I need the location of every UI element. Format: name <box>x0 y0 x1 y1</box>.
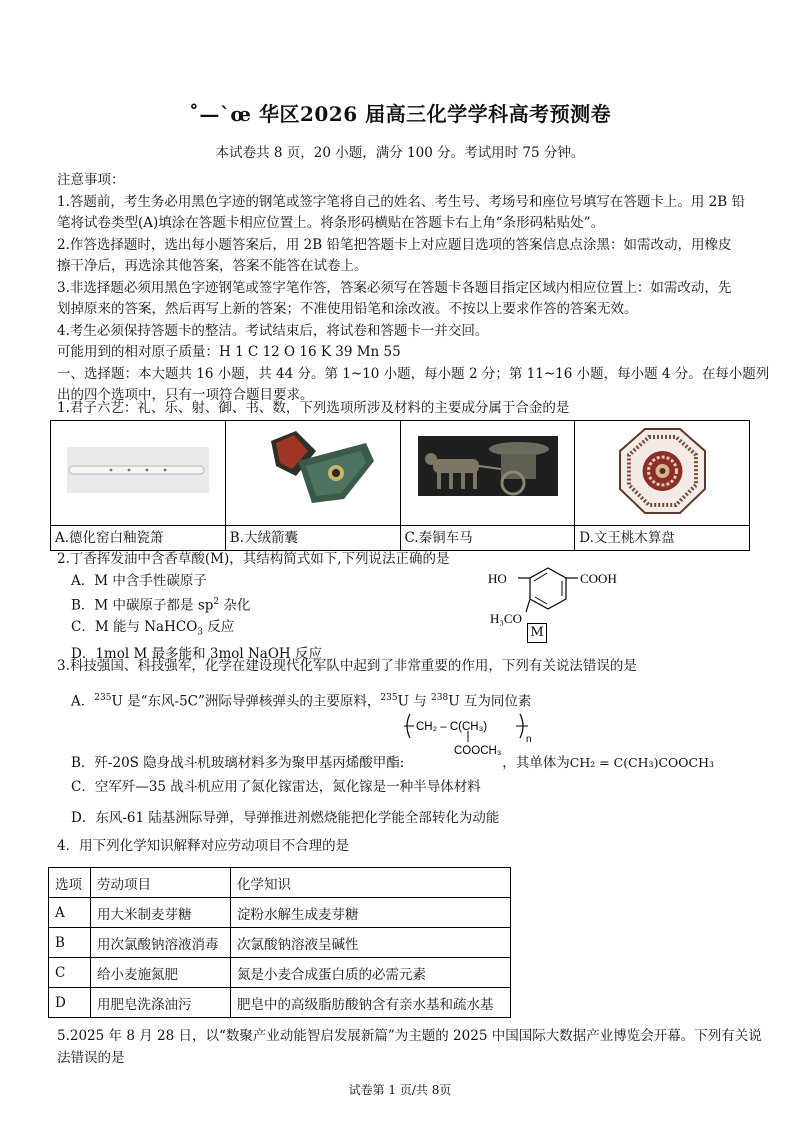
q3-b-monomer: CH₂ = C(CH₃)COOCH₃ <box>569 755 714 770</box>
q3-a-text3: U 互为同位素 <box>448 693 532 710</box>
q2-option-b-tail: 杂化 <box>219 597 251 614</box>
q2-option-c-tail: 反应 <box>203 619 235 635</box>
exam-title: ˚—`œ 华区2026 届高三化学学科高考预测卷 <box>188 102 612 126</box>
q3-a-text1: U 是“东风-5C”洲际导弹核弹头的主要原料， <box>111 693 381 710</box>
q1-options-table <box>50 420 750 551</box>
q4-header-cell: 选项 <box>49 868 91 898</box>
notice-line: 擦干净后，再选涂其他答案，答案不能答在试卷上。 <box>57 258 368 274</box>
q1-option-c: C.秦铜车马 <box>400 526 575 551</box>
poly-top-label: CH₂ – C(CH₃) <box>416 721 488 733</box>
q4-cell: 用肥皂洗涤油污 <box>91 988 231 1018</box>
poly-n-label: n <box>526 734 532 745</box>
notice-line: 3.非选择题必须用黑色字迹钢笔或签字笔作答，答案必须写在答题卡各题目指定区域内相应位置上：如需改动，先 <box>57 279 732 296</box>
q3-a-sup3: 238 <box>431 693 449 703</box>
q5-block <box>57 1026 762 1069</box>
q2-option-b-sup: 2 <box>213 597 220 607</box>
notice-line: 2.作答选择题时，选出每小题答案后，用 2B 铅笔把答题卡上对应题目选项的答案信息点涂黑：如需改动，用橡皮 <box>57 236 732 253</box>
table-row <box>49 958 511 988</box>
q3-stem-text: 3.科技强国、科技强军，化学在建设现代化军队中起到了非常重要的作用，下列有关说法错误的是 <box>57 658 637 674</box>
q3-option-c-text: C．空军歼—35 战斗机应用了氮化镓雷达，氮化镓是一种半导体材料 <box>71 779 481 795</box>
q4-cell: 用次氯酸钠溶液消毒 <box>91 928 231 958</box>
q1-image-a <box>51 421 226 526</box>
q1-image-c <box>400 421 575 526</box>
notice-line: 4.考生必须保持答题卡的整洁。考试结束后，将试卷和答题卡一并交回。 <box>57 322 489 339</box>
q1-option-b: B.大绒箭囊 <box>225 526 400 551</box>
q4-stem-text: 4．用下列化学知识解释对应劳动项目不合理的是 <box>57 838 350 854</box>
q1-option-a: A.德化窑白釉瓷箫 <box>51 526 226 551</box>
q4-cell: A <box>49 898 91 928</box>
q2-option-c-sub: 3 <box>197 627 204 638</box>
q4-table <box>48 867 511 1018</box>
q2-option-c-text: C．M 能与 NaHCO <box>71 619 198 635</box>
notice-heading: 注意事项： <box>57 172 125 188</box>
q3-a-sup1: 235 <box>94 693 112 703</box>
q2-option-a: A．M 中含手性碳原子 <box>71 572 207 589</box>
q3-b-tail: ，其单体为 <box>502 755 570 771</box>
struct-cooh-label: COOH <box>580 571 617 586</box>
q2-option-d: D．1mol M 最多能和 3mol NaOH 反应 <box>71 646 322 663</box>
m-label-box: M <box>527 623 547 643</box>
table-row <box>49 928 511 958</box>
q4-cell: 氮是小麦合成蛋白质的必需元素 <box>231 958 511 988</box>
bronze-chariot-image <box>401 421 576 521</box>
arrow-quiver-image <box>226 421 401 521</box>
page-footer: 试卷第 1 页/共 8页 <box>348 1083 452 1097</box>
q2-option-b-text: B．M 中碳原子都是 sp <box>71 597 214 614</box>
section-heading-cont: 出的四个选项中，只有一项符合题目要求。 <box>57 387 314 403</box>
table-row <box>49 988 511 1018</box>
q4-cell: B <box>49 928 91 958</box>
q2-stem: 2.丁香挥发油中含香草酸(M)，其结构简式如下,下列说法正确的是 <box>57 551 450 567</box>
q2-block <box>57 549 747 666</box>
q1-image-d <box>575 421 750 526</box>
notice-line: 1.答题前，考生务必用黑色字迹的钢笔或签字笔将自己的姓名、考生号、考场号和座位号填写在答题卡上。用 2B 铅 <box>57 193 745 210</box>
q4-header-cell: 劳动项目 <box>91 868 231 898</box>
q3-option-b-line <box>57 752 747 775</box>
q4-cell: D <box>49 988 91 1018</box>
q5-line-2: 法错误的是 <box>57 1049 125 1066</box>
vanillic-acid-structure <box>478 562 628 652</box>
porcelain-flute-image <box>51 421 226 521</box>
q3-a-prefix: A． <box>71 693 95 710</box>
q3-b-text: B．歼-20S 隐身战斗机玻璃材料多为聚甲基丙烯酸甲酯: <box>71 755 405 771</box>
q1-stem-text: 1.君子六艺：礼、乐、射、御、书、数，下列选项所涉及材料的主要成分属于合金的是 <box>57 400 570 416</box>
q3-option-a-line <box>57 688 747 713</box>
q4-cell: C <box>49 958 91 988</box>
notice-block <box>57 170 770 407</box>
q3-a-text2: U 与 <box>397 693 432 710</box>
q1-stem <box>57 398 747 420</box>
notice-line: 划掉原来的答案，然后再写上新的答案；不准使用铅笔和涂改液。不按以上要求作答的答案无效。 <box>57 301 638 317</box>
q3-stem <box>57 656 747 678</box>
struct-h3co-label: H₃CO <box>490 611 522 626</box>
q5-line-1: 5.2025 年 8 月 28 日，以“数聚产业动能智启发展新篇”为主题的 2025 中国国际大数据产业博览会开幕。下列有关说 <box>57 1028 762 1044</box>
q3-option-a <box>57 688 747 713</box>
q4-cell: 次氯酸钠溶液呈碱性 <box>231 928 511 958</box>
section-heading: 一、选择题：本大题共 16 小题，共 44 分。第 1~10 小题，每小题 2 分；第 11~16 小题，每小题 4 分。在每小题列 <box>57 365 770 382</box>
exam-subtitle: 本试卷共 8 页，20 小题，满分 100 分。考试用时 75 分钟。 <box>215 145 585 161</box>
atomic-mass-line: 可能用到的相对原子质量：H 1 C 12 O 16 K 39 Mn 55 <box>57 344 401 360</box>
q4-cell: 肥皂中的高级脂肪酸钠含有亲水基和疏水基 <box>231 988 511 1018</box>
q3-option-d-text: D．东风-61 陆基洲际导弹，导弹推进剂燃烧能把化学能全部转化为动能 <box>71 810 500 826</box>
table-row <box>49 898 511 928</box>
q3-option-b <box>57 752 747 775</box>
q1-option-d: D.文王桃木算盘 <box>575 526 750 551</box>
struct-ho-label: HO <box>488 571 507 586</box>
q3-a-sup2: 235 <box>380 693 398 703</box>
q4-cell: 用大米制麦芽糖 <box>91 898 231 928</box>
q3-option-c <box>57 777 747 799</box>
q4-header-cell: 化学知识 <box>231 868 511 898</box>
q4-header-row <box>49 868 511 898</box>
q3-option-d <box>57 808 747 830</box>
abacus-image <box>575 421 750 521</box>
q2-option-c <box>57 617 747 644</box>
poly-bottom-label: COOCH₃ <box>454 745 502 757</box>
q2-option-b <box>57 592 747 617</box>
q4-cell: 淀粉水解生成麦芽糖 <box>231 898 511 928</box>
q4-stem <box>57 836 747 858</box>
q4-cell: 给小麦施氮肥 <box>91 958 231 988</box>
q1-image-b <box>225 421 400 526</box>
notice-line: 笔将试卷类型(A)填涂在答题卡相应位置上。将条形码横贴在答题卡右上角“条形码粘贴处”。 <box>57 215 605 231</box>
